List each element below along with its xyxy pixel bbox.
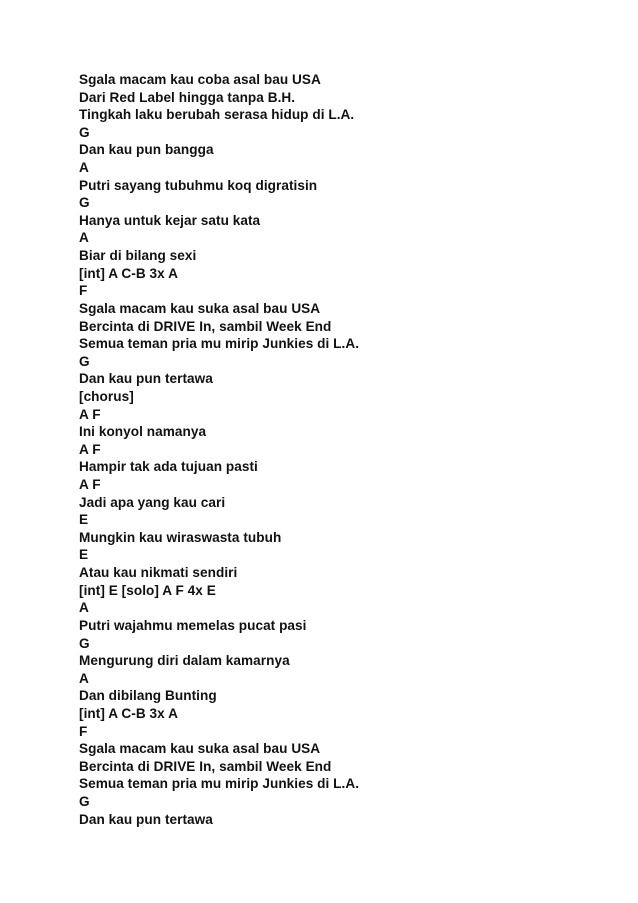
lyric-line: Biar di bilang sexi xyxy=(79,248,197,264)
lyric-line: Bercinta di DRIVE In, sambil Week End xyxy=(79,318,332,334)
chord-line: A xyxy=(79,670,89,686)
chord-line: A F xyxy=(79,441,101,457)
chord-line: F xyxy=(79,723,88,739)
chord-line: F xyxy=(79,283,88,299)
lyric-line: Semua teman pria mu mirip Junkies di L.A. xyxy=(79,776,360,792)
lyric-line: Atau kau nikmati sendiri xyxy=(79,565,238,581)
chord-line: G xyxy=(79,353,90,369)
lyrics-block xyxy=(79,71,359,828)
lyric-line: Hanya untuk kejar satu kata xyxy=(79,212,261,228)
lyric-line: Dari Red Label hingga tanpa B.H. xyxy=(79,89,296,105)
chord-line: E xyxy=(79,512,89,528)
lyric-line: Sgala macam kau suka asal bau USA xyxy=(79,741,321,757)
chord-line: A xyxy=(79,230,89,246)
lyric-line: Dan kau pun bangga xyxy=(79,142,214,158)
chord-line: A F xyxy=(79,477,101,493)
lyric-line: Hampir tak ada tujuan pasti xyxy=(79,459,258,475)
lyric-line: Mengurung diri dalam kamarnya xyxy=(79,653,290,669)
chord-line: [int] E [solo] A F 4x E xyxy=(79,582,216,598)
chord-line: G xyxy=(79,793,90,809)
lyric-line: Tingkah laku berubah serasa hidup di L.A. xyxy=(79,107,355,123)
chord-line: [chorus] xyxy=(79,388,134,404)
chord-line: [int] A C-B 3x A xyxy=(79,265,178,281)
lyric-line: Dan dibilang Bunting xyxy=(79,688,217,704)
lyric-line: Sgala macam kau suka asal bau USA xyxy=(79,300,321,316)
chord-line: [int] A C-B 3x A xyxy=(79,705,178,721)
lyric-line: Dan kau pun tertawa xyxy=(79,811,213,827)
chord-line: A F xyxy=(79,406,101,422)
lyric-line: Ini konyol namanya xyxy=(79,424,207,440)
chord-line: E xyxy=(79,547,89,563)
lyric-line: Dan kau pun tertawa xyxy=(79,371,213,387)
lyric-line: Bercinta di DRIVE In, sambil Week End xyxy=(79,758,332,774)
lyric-line: Putri wajahmu memelas pucat pasi xyxy=(79,617,307,633)
chord-line: G xyxy=(79,124,90,140)
chord-line: G xyxy=(79,635,90,651)
chord-line: A xyxy=(79,160,89,176)
lyric-line: Putri sayang tubuhmu koq digratisin xyxy=(79,177,318,193)
chord-line: A xyxy=(79,600,89,616)
lyric-line: Semua teman pria mu mirip Junkies di L.A. xyxy=(79,336,360,352)
lyric-line: Mungkin kau wiraswasta tubuh xyxy=(79,529,282,545)
lyric-line: Sgala macam kau coba asal bau USA xyxy=(79,72,321,87)
chord-line: G xyxy=(79,195,90,211)
lyric-line: Jadi apa yang kau cari xyxy=(79,494,226,510)
